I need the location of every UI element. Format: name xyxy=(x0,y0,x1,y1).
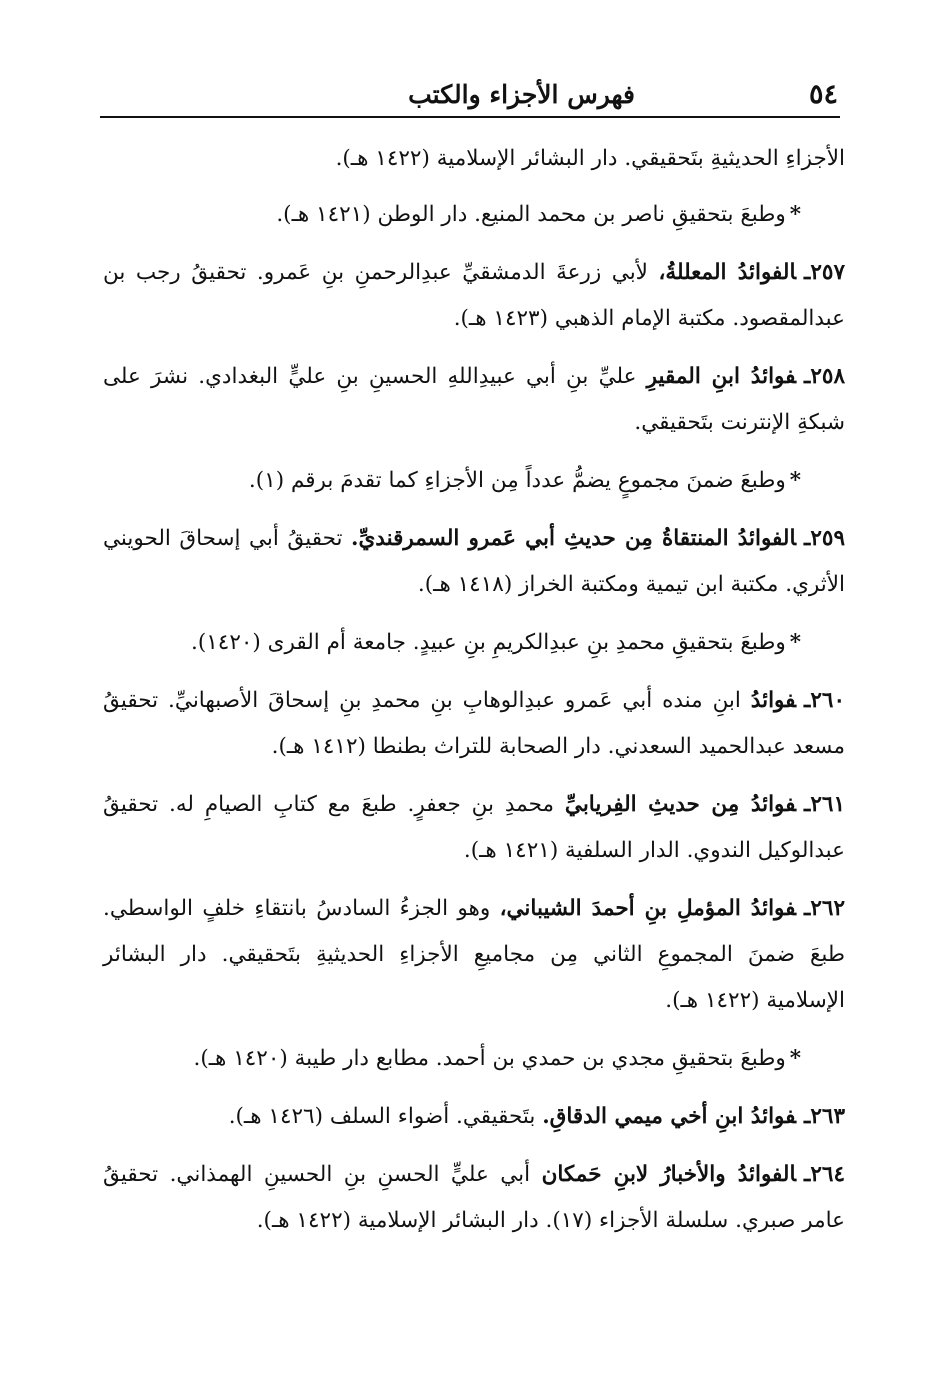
entry-details: وهو الجزءُ السادسُ بانتقاءِ خلفٍ الواسطي. طبعَ ضمنَ المجموعِ الثاني مِن مجاميعِ الأجزاءِ الحديثيةِ بتَحقيقي. دار البشائر الإسلامية (١٤٢٢ هـ). xyxy=(103,896,845,1013)
page-number: ٥٤ xyxy=(808,79,838,110)
entry-number: ٢٥٩ xyxy=(810,526,846,551)
entry-details: أبي عليٍّ الحسنِ بنِ الحسينِ الهمذاني. تحقيقُ عامر صبري. سلسلة الأجزاء (١٧). دار البشائر الإسلامية (١٤٢٢ هـ). xyxy=(103,1162,845,1233)
entry-number: ٢٦٣ xyxy=(810,1104,845,1129)
entry-number: ٢٦٤ xyxy=(810,1162,845,1187)
entry-number: ٢٥٧ xyxy=(810,260,845,285)
entry-details: لأبي زرعةَ الدمشقيِّ عبدِالرحمنِ بنِ عَمرو. تحقيقُ رجب بن عبدالمقصود. مكتبة الإمام الذهبي (١٤٢٣ هـ). xyxy=(103,260,845,331)
entry-dash: ـ xyxy=(804,526,811,551)
entry-details: عليِّ بنِ أبي عبيدِاللهِ الحسينِ بنِ عليٍّ البغدادي. نشرَ على شبكةِ الإنترنت بتَحقيقي. xyxy=(103,364,845,435)
entry-dash: ـ xyxy=(804,364,811,389)
entry-details: محمدِ بنِ جعفرٍ. طبعَ مع كتابِ الصيامِ له. تحقيقُ عبدالوكيل الندوي. الدار السلفية (١٤٢١ هـ). xyxy=(103,792,845,863)
edition-note xyxy=(103,458,845,504)
entry-title: فوائدُ xyxy=(750,688,797,713)
entry-dash: ـ xyxy=(804,688,811,713)
entry-title: الفوائدُ المعللةُ، xyxy=(658,260,797,285)
catalog-entry xyxy=(103,516,845,608)
continuation-paragraph xyxy=(103,136,845,182)
edition-note xyxy=(103,192,845,238)
note-marker: * xyxy=(789,202,801,227)
entry-number: ٢٥٨ xyxy=(810,364,845,389)
entry-dash: ـ xyxy=(804,896,811,921)
entry-title: فوائدُ ابنِ أخي ميمي الدقاقِ. xyxy=(542,1104,797,1129)
running-title: فهرس الأجزاء والكتب xyxy=(408,80,635,109)
entry-number: ٢٦٢ xyxy=(810,896,845,921)
catalog-entry xyxy=(103,678,845,770)
catalog-entry xyxy=(103,1094,845,1140)
catalog-entry xyxy=(103,250,845,342)
note-text: وطبعَ بتحقيقِ ناصر بن محمد المنيع. دار الوطن (١٤٢١ هـ). xyxy=(276,202,786,227)
note-marker: * xyxy=(789,630,801,655)
catalog-entry xyxy=(103,782,845,874)
note-text: وطبعَ بتحقيقِ محمدِ بنِ عبدِالكريمِ بنِ عبيدٍ. جامعة أم القرى (١٤٢٠). xyxy=(190,630,786,655)
entry-number: ٢٦١ xyxy=(810,792,846,817)
catalog-entry xyxy=(103,886,845,1024)
entry-title: الفوائدُ والأخبارُ لابنِ حَمكان xyxy=(541,1162,797,1187)
paragraph-text: الأجزاءِ الحديثيةِ بتَحقيقي. دار البشائر الإسلامية (١٤٢٢ هـ). xyxy=(335,146,845,171)
entry-details: تحقيقُ أبي إسحاقَ الحويني الأثري. مكتبة ابن تيمية ومكتبة الخراز (١٤١٨ هـ). xyxy=(103,526,845,597)
edition-note xyxy=(103,1036,845,1082)
entry-details: ابنِ منده أبي عَمرو عبدِالوهابِ بنِ محمدِ بنِ إسحاقَ الأصبهانيِّ. تحقيقُ مسعد عبدالحميد السعدني. دار الصحابة للتراث بطنطا (١٤١٢ هـ). xyxy=(103,688,845,759)
note-marker: * xyxy=(789,468,801,493)
catalog-entry xyxy=(103,354,845,446)
entry-dash: ـ xyxy=(804,1104,811,1129)
note-marker: * xyxy=(789,1046,801,1071)
catalog-entry xyxy=(103,1152,845,1244)
entry-title: فوائدُ ابنِ المقيرِ xyxy=(646,364,797,389)
edition-note xyxy=(103,620,845,666)
entry-number: ٢٦٠ xyxy=(810,688,845,713)
entry-dash: ـ xyxy=(804,792,811,817)
running-header xyxy=(100,76,840,118)
entry-title: الفوائدُ المنتقاةُ مِن حديثِ أبي عَمرو السمرقنديِّ. xyxy=(350,526,797,551)
note-text: وطبعَ ضمنَ مجموعٍ يضمُّ عدداً مِن الأجزاءِ كما تقدمَ برقم (١). xyxy=(248,468,786,493)
note-text: وطبعَ بتحقيقِ مجدي بن حمدي بن أحمد. مطابع دار طيبة (١٤٢٠ هـ). xyxy=(193,1046,786,1071)
entry-title: فوائدُ مِن حديثِ الفِريابيِّ xyxy=(564,792,797,817)
entry-title: فوائدُ المؤملِ بنِ أحمدَ الشيباني، xyxy=(499,896,797,921)
entry-dash: ـ xyxy=(804,1162,811,1187)
body-text xyxy=(103,136,845,1256)
entry-dash: ـ xyxy=(804,260,811,285)
entry-details: بتَحقيقي. أضواء السلف (١٤٢٦ هـ). xyxy=(228,1104,543,1129)
